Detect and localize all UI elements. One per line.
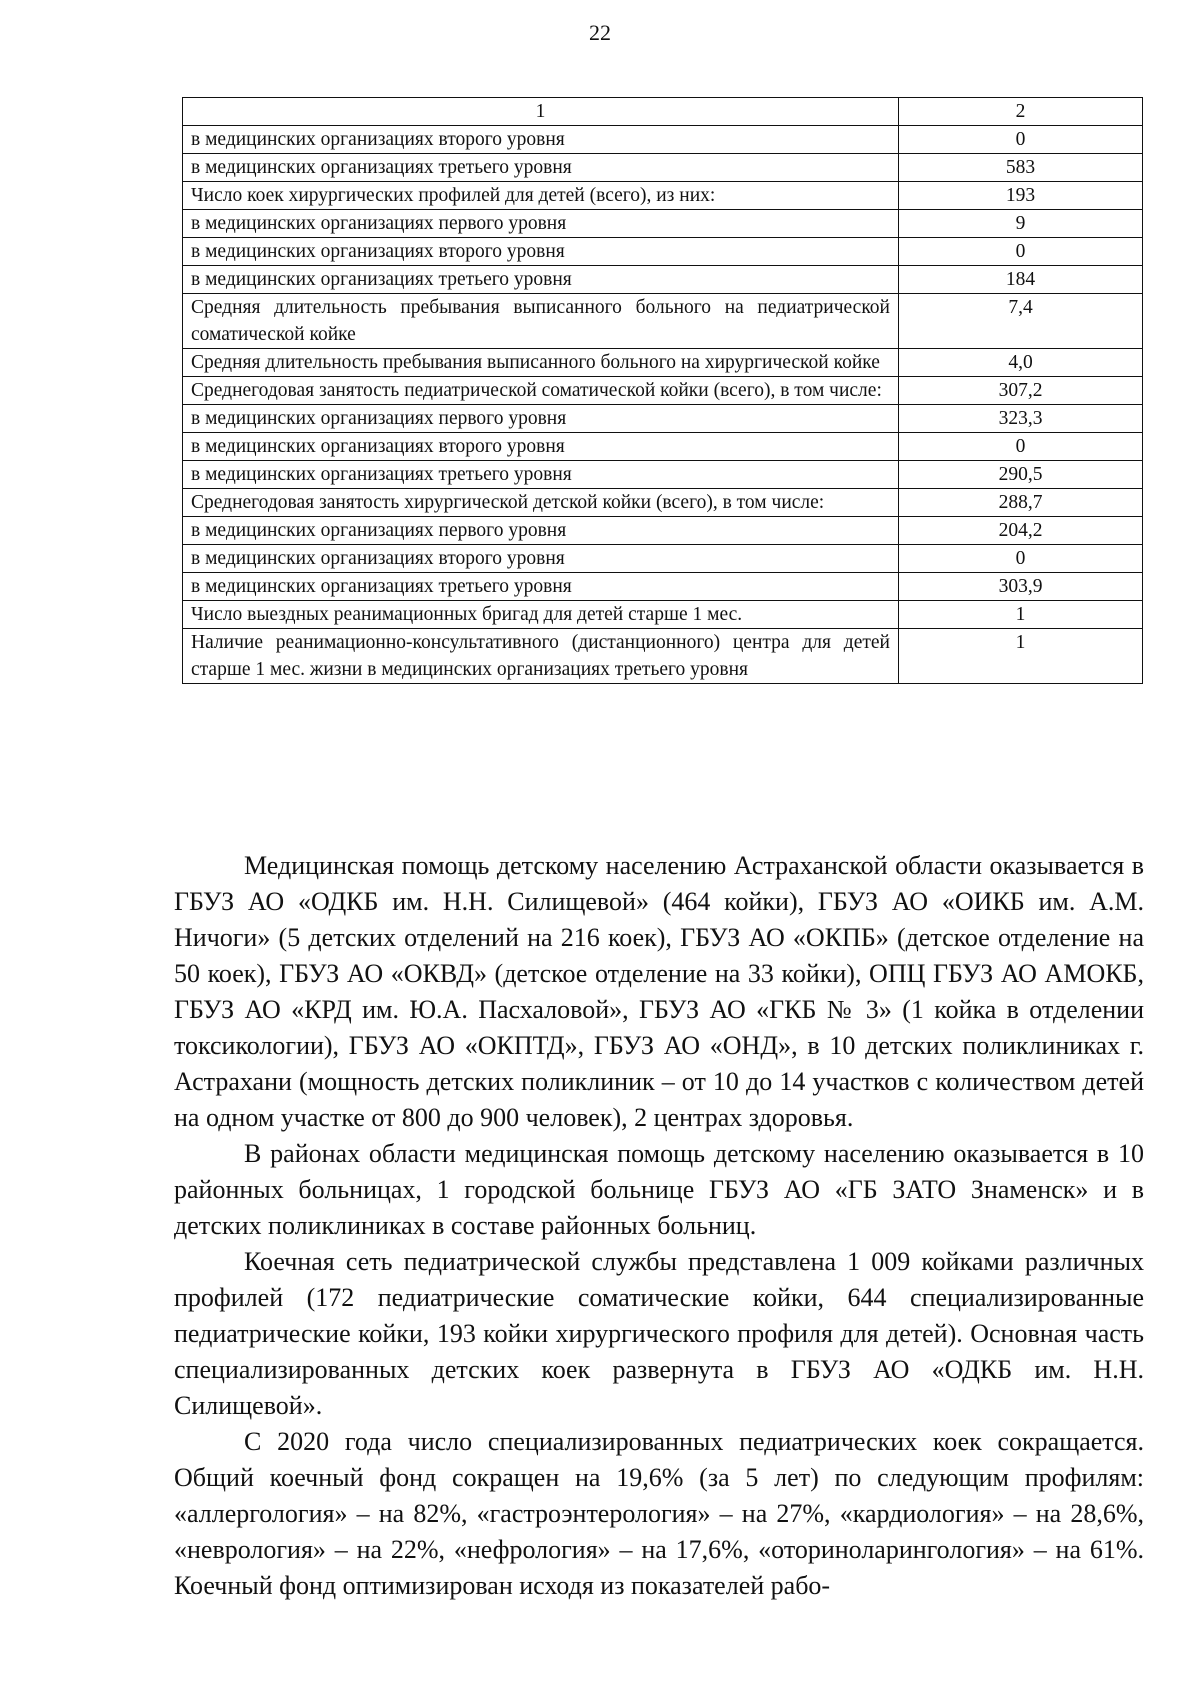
paragraph: Медицинская помощь детскому населению Астраханской области оказывается в ГБУЗ АО «ОДКБ им. Н.Н. Силищевой» (464 койки), ГБУЗ АО «ОИКБ им. А.М. Ничоги» (5 детских отделений на 216 коек), ГБУЗ АО «ОКПБ» (детское отделение на 50 коек), ГБУЗ АО «ОКВД» (детское отделение на 33 койки), ОПЦ ГБУЗ АО АМОКБ, ГБУЗ АО «КРД им. Ю.А. Пасхаловой», ГБУЗ АО «ГКБ № 3» (1 койка в отделении токсикологии), ГБУЗ АО «ОКПТД», ГБУЗ АО «ОНД», в 10 детских поликлиниках г. Астрахани (мощность детских поликлиник – от 10 до 14 участков с количеством детей на одном участке от 800 до 900 человек), 2 центрах здоровья. — [174, 851, 1144, 1132]
row-label: в медицинских организациях третьего уровня — [183, 266, 899, 294]
page-number: 22 — [589, 20, 611, 45]
table-row — [183, 405, 1143, 433]
table-row — [183, 545, 1143, 573]
body-text — [174, 848, 1144, 1604]
row-value: 184 — [899, 266, 1143, 294]
column-header: 1 — [183, 98, 899, 126]
row-label: в медицинских организациях первого уровня — [183, 517, 899, 545]
statistics-table — [182, 97, 1143, 684]
table-row — [183, 266, 1143, 294]
row-label: Число выездных реанимационных бригад для детей старше 1 мес. — [183, 601, 899, 629]
table-row — [183, 182, 1143, 210]
table-row — [183, 349, 1143, 377]
row-label: в медицинских организациях первого уровня — [183, 405, 899, 433]
row-value: 4,0 — [899, 349, 1143, 377]
table-row — [183, 629, 1143, 684]
row-value: 288,7 — [899, 489, 1143, 517]
row-label: в медицинских организациях второго уровня — [183, 545, 899, 573]
row-value: 193 — [899, 182, 1143, 210]
table-row — [183, 154, 1143, 182]
row-label: Средняя длительность пребывания выписанного больного на хирургической койке — [183, 349, 899, 377]
row-label: в медицинских организациях третьего уровня — [183, 154, 899, 182]
table-row — [183, 210, 1143, 238]
table-body — [183, 126, 1143, 684]
row-label: в медицинских организациях второго уровня — [183, 238, 899, 266]
table-row — [183, 489, 1143, 517]
row-value: 583 — [899, 154, 1143, 182]
paragraph: Коечная сеть педиатрической службы представлена 1 009 койками различных профилей (172 педиатрические соматические койки, 644 специализированные педиатрические койки, 193 койки хирургического профиля для детей). Основная часть специализированных детских коек развернута в ГБУЗ АО «ОДКБ им. Н.Н. Силищевой». — [174, 1247, 1144, 1420]
row-value: 1 — [899, 601, 1143, 629]
row-value: 290,5 — [899, 461, 1143, 489]
table-row — [183, 573, 1143, 601]
paragraph: В районах области медицинская помощь детскому населению оказывается в 10 районных больницах, 1 городской больнице ГБУЗ АО «ГБ ЗАТО Знаменск» и в детских поликлиниках в составе районных больниц. — [174, 1139, 1144, 1240]
row-label: Среднегодовая занятость хирургической детской койки (всего), в том числе: — [183, 489, 899, 517]
row-value: 303,9 — [899, 573, 1143, 601]
row-value: 0 — [899, 126, 1143, 154]
row-value: 0 — [899, 238, 1143, 266]
row-label: Средняя длительность пребывания выписанного больного на педиатрической соматической койке — [183, 294, 899, 349]
row-label: в медицинских организациях третьего уровня — [183, 461, 899, 489]
row-value: 7,4 — [899, 294, 1143, 349]
row-value: 0 — [899, 433, 1143, 461]
row-value: 307,2 — [899, 377, 1143, 405]
table-row — [183, 294, 1143, 349]
row-value: 323,3 — [899, 405, 1143, 433]
row-label: в медицинских организациях второго уровня — [183, 433, 899, 461]
row-label: в медицинских организациях третьего уровня — [183, 573, 899, 601]
table-row — [183, 238, 1143, 266]
row-value: 1 — [899, 629, 1143, 684]
row-value: 204,2 — [899, 517, 1143, 545]
column-header: 2 — [899, 98, 1143, 126]
row-label: Число коек хирургических профилей для детей (всего), из них: — [183, 182, 899, 210]
row-label: в медицинских организациях первого уровня — [183, 210, 899, 238]
table-row — [183, 377, 1143, 405]
table-row — [183, 461, 1143, 489]
row-label: в медицинских организациях второго уровня — [183, 126, 899, 154]
table-row — [183, 601, 1143, 629]
row-value: 0 — [899, 545, 1143, 573]
paragraph: С 2020 года число специализированных педиатрических коек сокращается. Общий коечный фонд сокращен на 19,6% (за 5 лет) по следующим профилям: «аллергология» – на 82%, «гастроэнтерология» – на 27%, «кардиология» – на 28,6%, «неврология» – на 22%, «нефрология» – на 17,6%, «оториноларингология» – на 61%. Коечный фонд оптимизирован исходя из показателей рабо- — [174, 1427, 1144, 1600]
row-label: Наличие реанимационно-консультативного (дистанционного) центра для детей старше 1 мес. жизни в медицинских организациях третьего уровня — [183, 629, 899, 684]
table-row — [183, 433, 1143, 461]
row-label: Среднегодовая занятость педиатрической соматической койки (всего), в том числе: — [183, 377, 899, 405]
table-row — [183, 126, 1143, 154]
table-header-row — [183, 98, 1143, 126]
table-row — [183, 517, 1143, 545]
row-value: 9 — [899, 210, 1143, 238]
